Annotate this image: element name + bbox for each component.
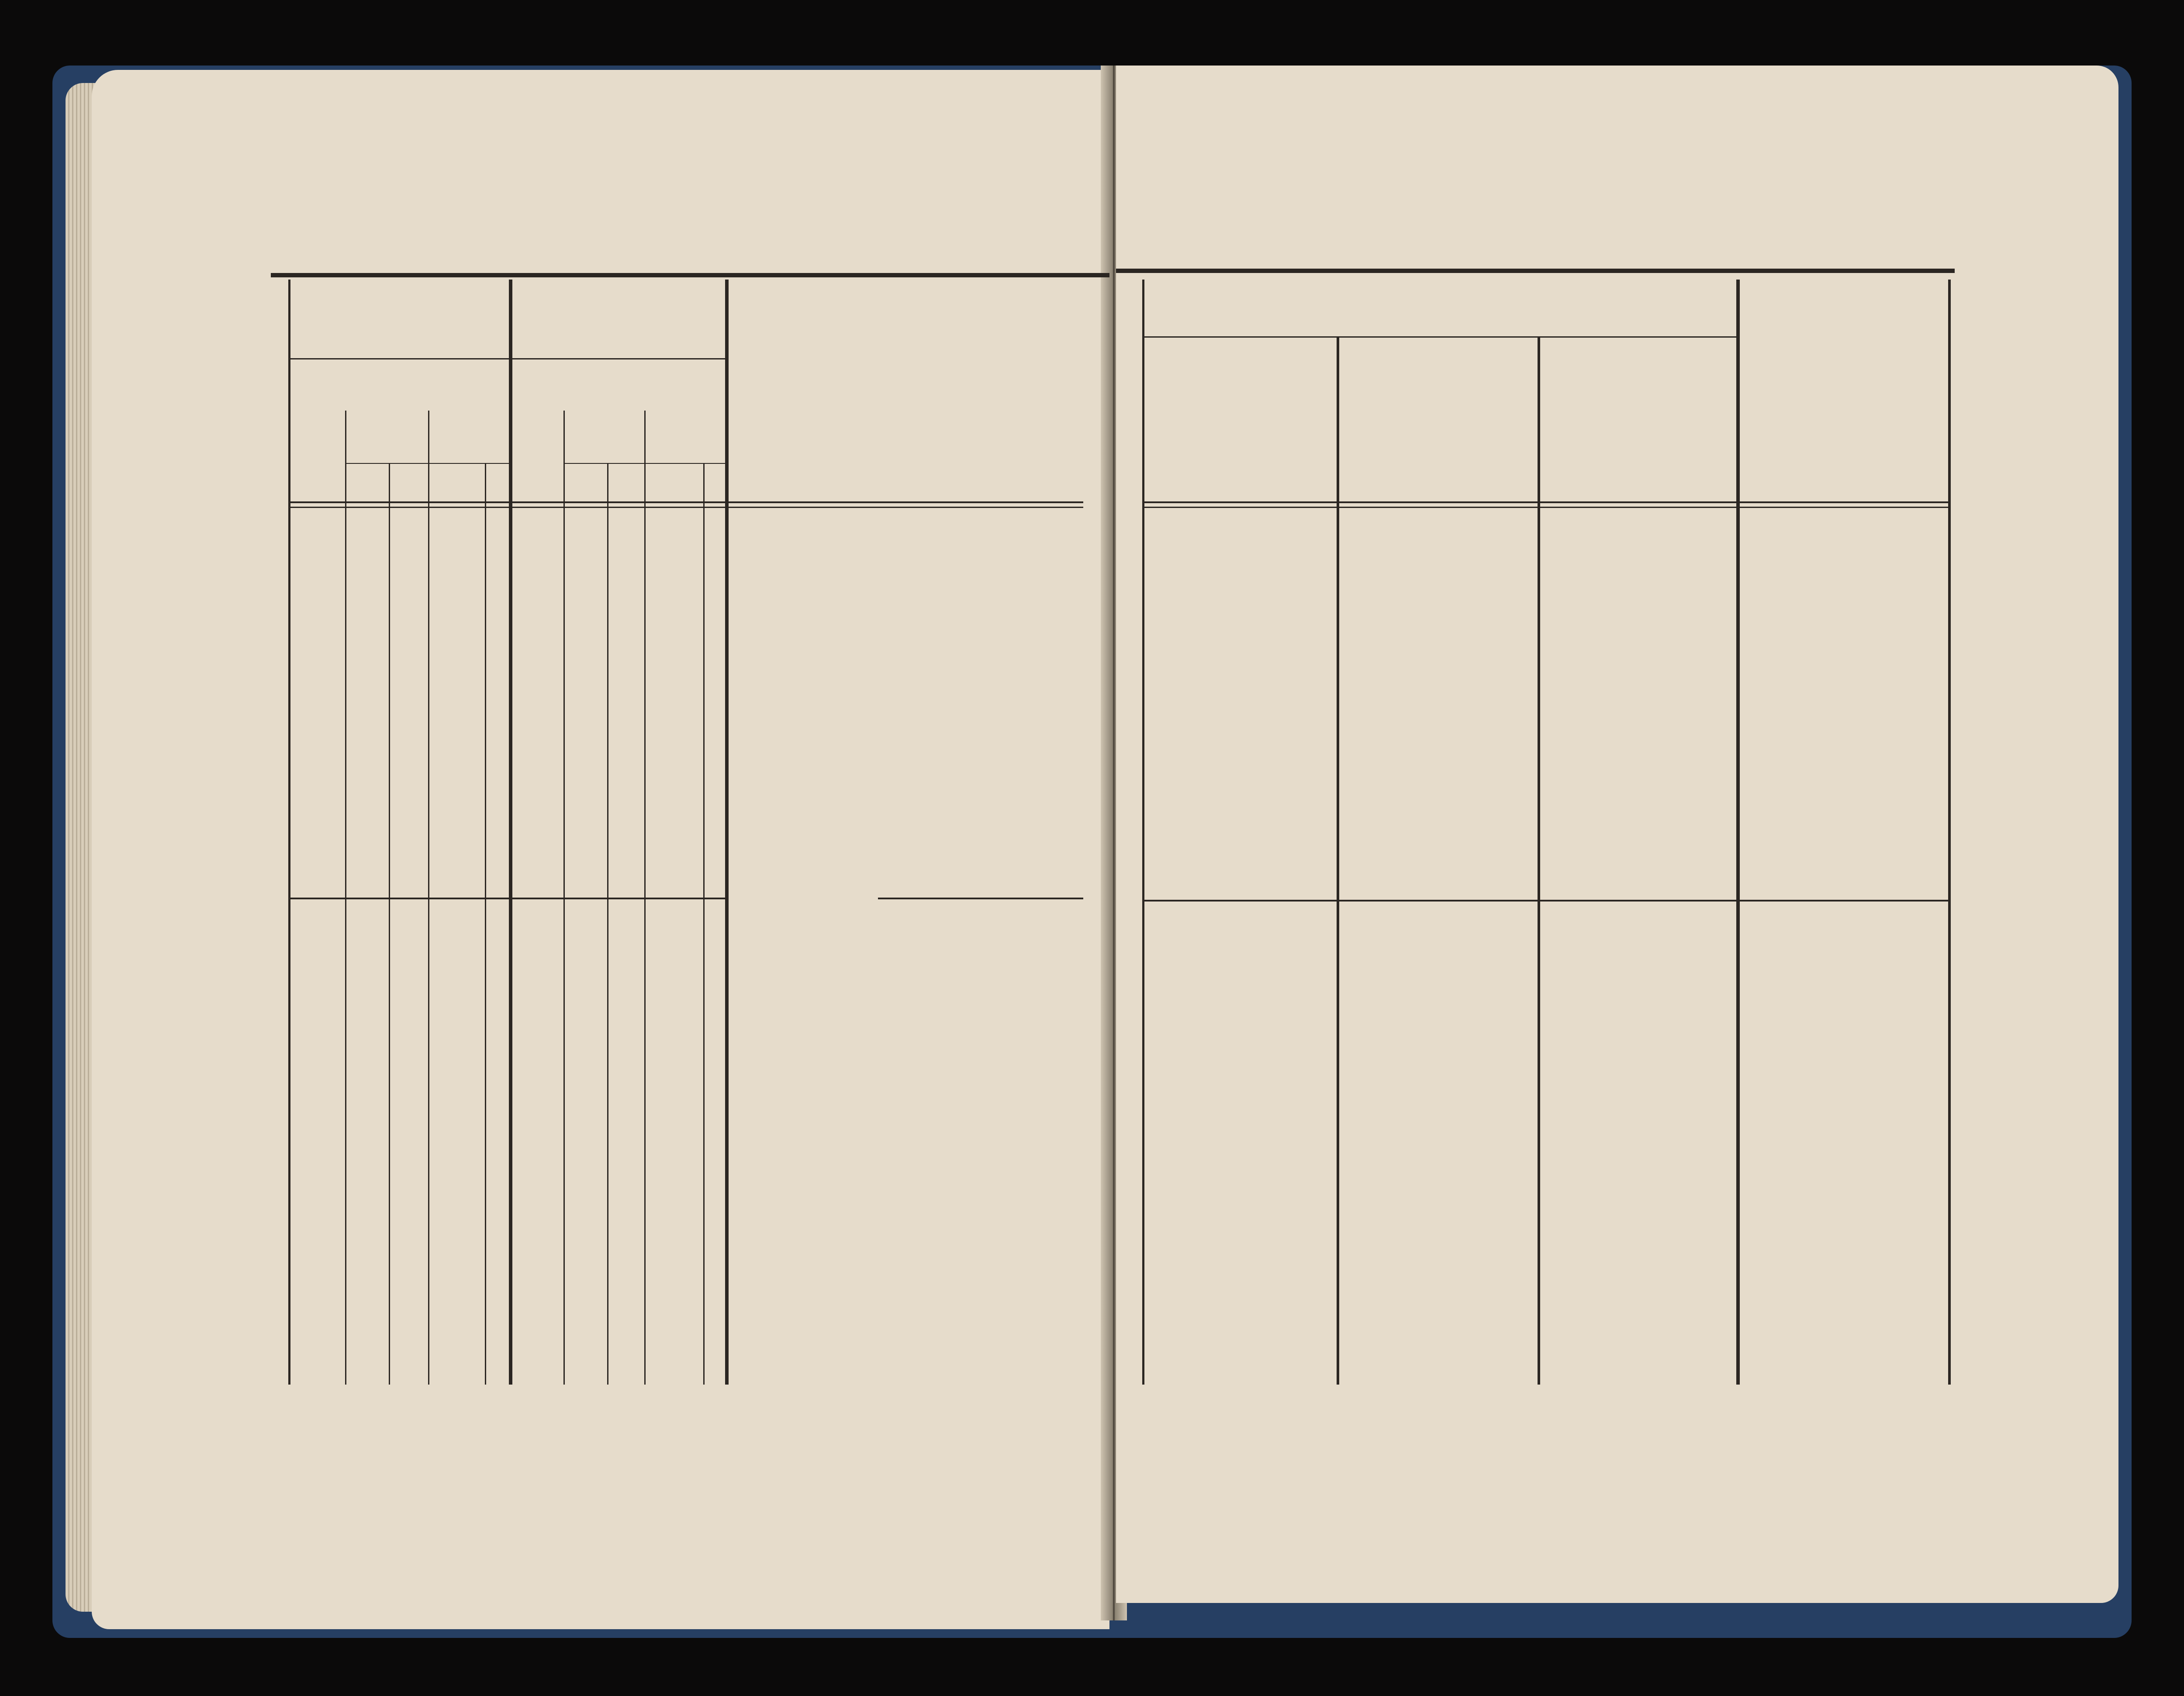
right-header-rule (1142, 501, 1950, 503)
right-table-top-rule (1116, 269, 1955, 273)
left-table-top-rule (271, 273, 1109, 277)
left-page (92, 70, 1109, 1629)
left-header-rule (288, 501, 1083, 503)
right-page (1116, 66, 2118, 1603)
